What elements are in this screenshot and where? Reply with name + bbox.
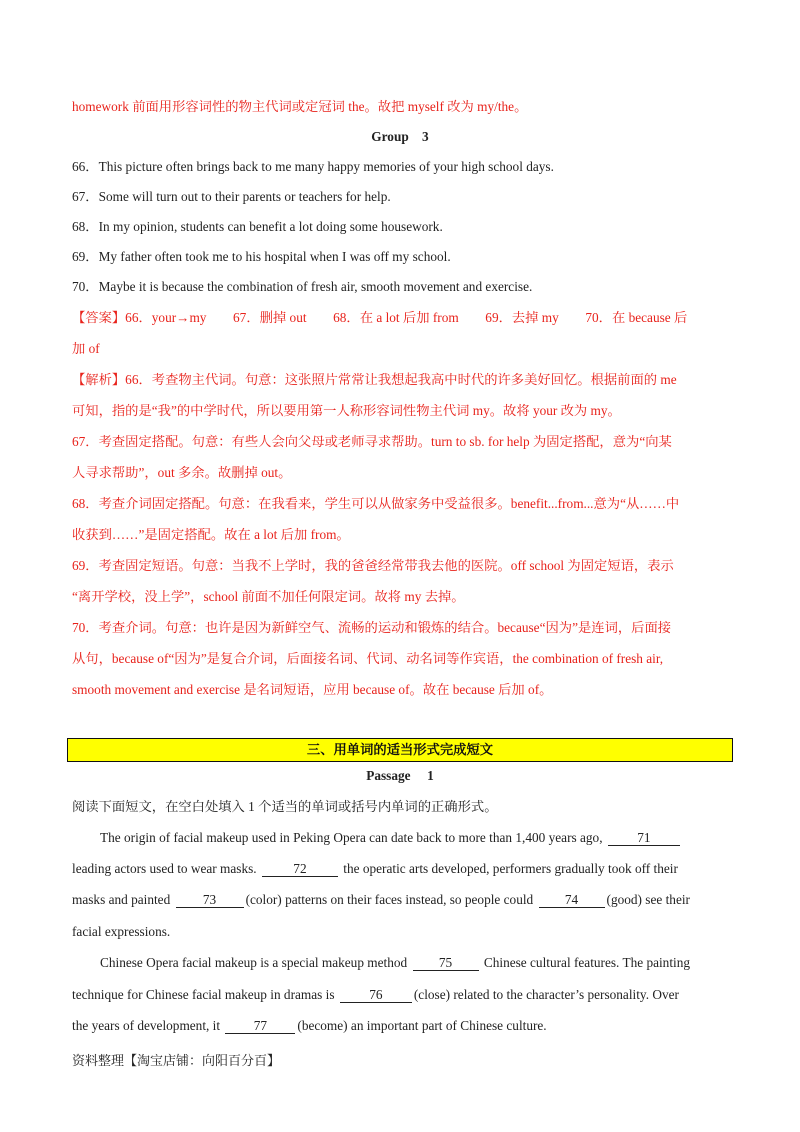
passage-text: The origin of facial makeup used in Peking Opera can date back to more than 1,400 years ago, (100, 830, 603, 845)
passage-text: (good) see their (606, 892, 690, 907)
blank-71[interactable]: 71 (608, 830, 680, 846)
analysis-line: 67．考查固定搭配。句意：有些人会向父母或老师寻求帮助。turn to sb. for help 为固定搭配，意为“向某 (72, 434, 672, 449)
passage-text: (become) an important part of Chinese culture. (297, 1018, 547, 1033)
analysis-line: 68．考查介词固定搭配。句意：在我看来，学生可以从做家务中受益很多。benefit...from...意为“从……中 (72, 496, 680, 511)
blank-73[interactable]: 73 (176, 892, 244, 908)
blank-74[interactable]: 74 (539, 892, 605, 908)
previous-analysis-tail: homework 前面用形容词性的物主代词或定冠词 the。故把 myself 改为 my/the。 (72, 99, 528, 114)
question-66: 66．This picture often brings back to me many happy memories of your high school days. (72, 159, 554, 174)
blank-76[interactable]: 76 (340, 987, 412, 1003)
blank-75[interactable]: 75 (413, 955, 479, 971)
passage-text: technique for Chinese facial makeup in dramas is (72, 987, 335, 1002)
blank-72[interactable]: 72 (262, 861, 338, 877)
passage-line (100, 954, 690, 972)
passage-text: (close) related to the character’s personality. Over (413, 987, 679, 1002)
analysis-line: 【解析】66．考查物主代词。句意：这张照片常常让我想起我高中时代的许多美好回忆。根据前面的 me (72, 372, 677, 387)
analysis-line: 收获到……”是固定搭配。故在 a lot 后加 from。 (72, 527, 350, 542)
passage-line (72, 860, 678, 878)
question-67: 67．Some will turn out to their parents or teachers for help. (72, 189, 391, 204)
question-70: 70．Maybe it is because the combination of fresh air, smooth movement and exercise. (72, 279, 533, 294)
passage-instruction: 阅读下面短文，在空白处填入 1 个适当的单词或括号内单词的正确形式。 (72, 799, 498, 814)
passage-line (72, 891, 690, 909)
answer-line-1: 【答案】66．your→my 67．删掉 out 68．在 a lot 后加 from 69．去掉 my 70．在 because 后 (72, 310, 688, 325)
passage-text: (color) patterns on their faces instead, so people could (245, 892, 534, 907)
passage-line (100, 829, 682, 847)
analysis-line: 从句，because of“因为”是复合介词，后面接名词、代词、动名词等作宾语，the combination of fresh air, (72, 651, 664, 666)
analysis-line: 可知，指的是“我”的中学时代，所以要用第一人称形容词性物主代词 my。故将 your 改为 my。 (72, 403, 621, 418)
analysis-line: 70．考查介词。句意：也许是因为新鲜空气、流畅的运动和锻炼的结合。because“因为”是连词，后面接 (72, 620, 672, 635)
question-69: 69．My father often took me to his hospital when I was off my school. (72, 249, 451, 264)
question-68: 68．In my opinion, students can benefit a lot doing some housework. (72, 219, 443, 234)
passage-text: masks and painted (72, 892, 171, 907)
passage-line: facial expressions. (72, 924, 171, 939)
passage-text: the operatic arts developed, performers gradually took off their (343, 861, 678, 876)
passage-line (72, 1017, 547, 1035)
passage-text: leading actors used to wear masks. (72, 861, 257, 876)
footer-note: 资料整理【淘宝店铺：向阳百分百】 (72, 1053, 281, 1068)
analysis-line: “离开学校，没上学”，school 前面不加任何限定词。故将 my 去掉。 (72, 589, 465, 604)
passage-line (72, 986, 679, 1004)
blank-77[interactable]: 77 (225, 1018, 295, 1034)
group-title: Group 3 (371, 129, 429, 144)
analysis-line: smooth movement and exercise 是名词短语，应用 because of。故在 because 后加 of。 (72, 682, 553, 697)
passage-title: Passage 1 (366, 768, 434, 783)
passage-text: Chinese cultural features. The painting (483, 955, 691, 970)
analysis-line: 69．考查固定短语。句意：当我不上学时，我的爸爸经常带我去他的医院。off school 为固定短语，表示 (72, 558, 674, 573)
analysis-line: 人寻求帮助”，out 多余。故删掉 out。 (72, 465, 292, 480)
answer-line-2: 加 of (72, 341, 100, 356)
passage-text: Chinese Opera facial makeup is a special makeup method (100, 955, 408, 970)
section-header-band: 三、用单词的适当形式完成短文 (67, 738, 733, 762)
passage-text: the years of development, it (72, 1018, 221, 1033)
